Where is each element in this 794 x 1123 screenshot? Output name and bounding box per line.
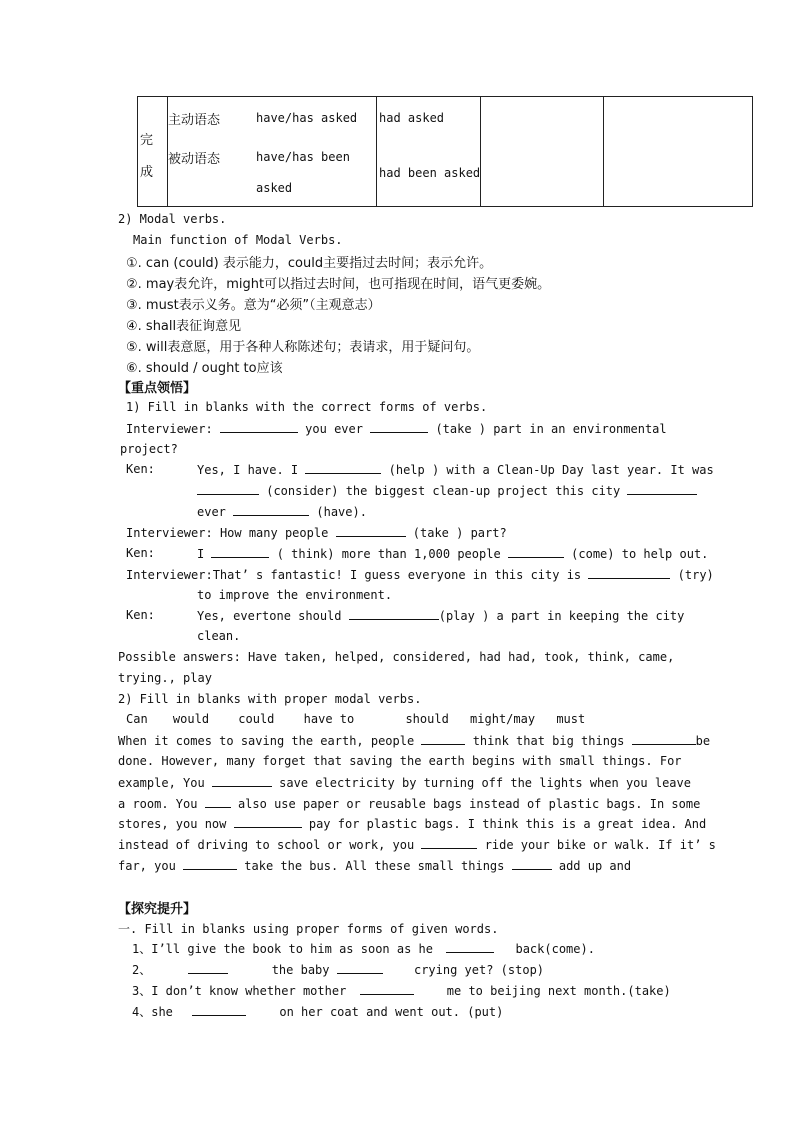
answer-blank[interactable] [370, 421, 428, 433]
dialogue-line: ever (have). [197, 505, 367, 519]
passage-line: far, you take the bus. All these small things add up and [118, 859, 632, 873]
speaker-ken: Ken: [126, 546, 155, 560]
dialogue-line: to improve the environment. [197, 588, 393, 602]
answer-blank[interactable] [360, 983, 414, 995]
modal-item: ②. may表允许，might可以指过去时间，也可指现在时间，语气更委婉。 [126, 277, 551, 292]
answer-blank[interactable] [512, 858, 552, 870]
dialogue-line: Interviewer: How many people (take ) part? [126, 526, 507, 540]
modal-item: ⑤. will表意愿，用于各种人称陈述句；表请求，用于疑问句。 [126, 340, 480, 355]
answer-blank[interactable] [192, 1004, 246, 1016]
row-label: 成 [140, 165, 154, 180]
dialogue-line: clean. [197, 629, 241, 643]
dialogue-line: (consider) the biggest clean-up project this city [197, 483, 697, 498]
speaker-interviewer: Interviewer: [126, 568, 213, 582]
cell-passive-present: have/has been [256, 150, 350, 164]
speaker-interviewer: Interviewer: [126, 422, 213, 436]
modal-item: ④. shall表征询意见 [126, 319, 242, 334]
passage-line: instead of driving to school or work, you ride your bike or walk. If it’ s [118, 838, 716, 852]
exercise-title: 一. Fill in blanks using proper forms of given words. [118, 922, 499, 936]
table-divider [603, 97, 604, 206]
question-line: 2、 the baby crying yet? (stop) [132, 963, 545, 977]
word-option: Can [126, 712, 148, 726]
cell-passive-present-cont: asked [256, 181, 293, 195]
answer-blank[interactable] [336, 525, 406, 537]
answer-blank[interactable] [349, 608, 439, 620]
answer-blank[interactable] [233, 504, 309, 516]
answer-blank[interactable] [197, 483, 259, 495]
passage-line: a room. You also use paper or reusable bags instead of plastic bags. In some [118, 797, 701, 811]
word-option: have to [303, 712, 355, 726]
modal-heading: 2) Modal verbs. [118, 212, 227, 226]
section-heading: 【重点领悟】 [118, 381, 197, 396]
cell-active-past: had asked [379, 111, 445, 125]
exercise-title: 1) Fill in blanks with the correct forms of verbs. [126, 400, 488, 414]
dialogue-line: Yes, I have. I (help ) with a Clean-Up Day last year. It was [197, 463, 714, 477]
speaker-ken: Ken: [126, 462, 155, 476]
table-divider [480, 97, 481, 206]
word-option: might/may [470, 712, 536, 726]
table-divider [376, 97, 377, 206]
passive-voice-label: 被动语态 [168, 152, 221, 167]
possible-answers: Possible answers: Have taken, helped, considered, had had, took, think, came, [118, 650, 675, 664]
answer-blank[interactable] [421, 837, 477, 849]
word-option: would [172, 712, 210, 726]
answer-blank[interactable] [205, 796, 231, 808]
passage-line: stores, you now pay for plastic bags. I think this is a great idea. And [118, 817, 707, 831]
passage-line: example, You save electricity by turning off the lights when you leave [118, 776, 691, 790]
question-line: 1、I’ll give the book to him as soon as he back(come). [132, 942, 595, 956]
word-option: could [238, 712, 275, 726]
speaker-interviewer: Interviewer: [126, 526, 213, 540]
speaker-ken: Ken: [126, 608, 155, 622]
passage-line: When it comes to saving the earth, people think that big things be [118, 734, 711, 748]
active-voice-label: 主动语态 [168, 113, 221, 128]
modal-subheading: Main function of Modal Verbs. [133, 233, 343, 247]
answer-blank[interactable] [508, 546, 564, 558]
answer-blank[interactable] [627, 483, 697, 495]
answer-blank[interactable] [188, 962, 228, 974]
modal-item: ③. must表示义务。意为“必须”（主观意志） [126, 298, 381, 313]
dialogue-line: I ( think) more than 1,000 people (come) to help out. [197, 547, 709, 561]
word-option: must [556, 712, 586, 726]
answer-blank[interactable] [446, 941, 494, 953]
answer-blank[interactable] [212, 775, 272, 787]
dialogue-line: project? [120, 442, 178, 456]
answer-blank[interactable] [211, 546, 269, 558]
modal-item: ⑥. should / ought to应该 [126, 361, 283, 376]
section-heading: 【探究提升】 [118, 902, 197, 917]
question-line: 4、she on her coat and went out. (put) [132, 1005, 504, 1019]
cell-passive-past: had been asked [379, 166, 481, 180]
answer-blank[interactable] [588, 567, 670, 579]
cell-active-present: have/has asked [256, 111, 358, 125]
answer-blank[interactable] [632, 733, 696, 745]
answer-blank[interactable] [305, 462, 381, 474]
dialogue-line: Yes, evertone should (play ) a part in keeping the city [197, 609, 685, 623]
answer-blank[interactable] [337, 962, 383, 974]
dialogue-line: Interviewer:That’ s fantastic! I guess everyone in this city is (try) [126, 568, 714, 582]
row-label: 完 [140, 133, 154, 148]
possible-answers-cont: trying., play [118, 671, 212, 685]
tense-table [137, 96, 753, 207]
answer-blank[interactable] [220, 421, 298, 433]
answer-blank[interactable] [183, 858, 237, 870]
question-line: 3、I don’t know whether mother me to beijing next month.(take) [132, 984, 671, 998]
exercise-title: 2) Fill in blanks with proper modal verbs. [118, 692, 422, 706]
passage-line: done. However, many forget that saving the earth begins with small things. For [118, 754, 682, 768]
answer-blank[interactable] [234, 816, 302, 828]
modal-item: ①. can (could) 表示能力，could主要指过去时间；表示允许。 [126, 256, 493, 271]
word-option: should [405, 712, 449, 726]
answer-blank[interactable] [421, 733, 465, 745]
modal-word-bank [126, 712, 585, 726]
dialogue-line: Interviewer: you ever (take ) part in an environmental [126, 422, 667, 436]
